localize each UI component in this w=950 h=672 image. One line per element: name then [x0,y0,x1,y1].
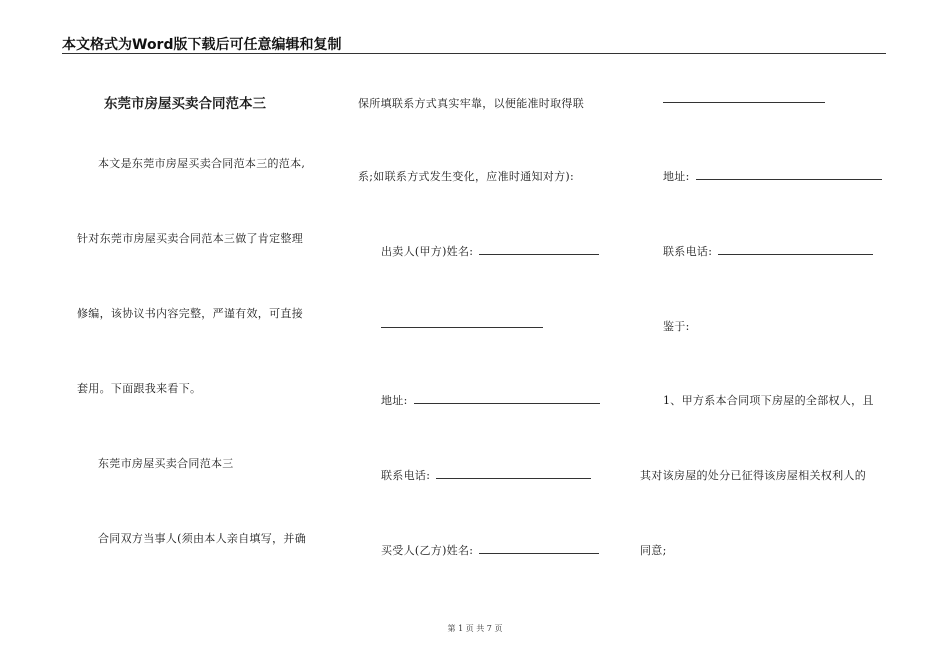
seller-phone-field [381,467,591,483]
seller-name-blank-continued[interactable] [381,327,543,328]
buyer-phone-blank[interactable] [718,244,873,255]
seller-phone-label: 联系电话: [381,469,431,482]
document-title: 东莞市房屋买卖合同范本三 [104,96,266,112]
seller-name-field [381,243,599,259]
whereas-heading: 鉴于: [663,320,690,333]
seller-address-field [381,392,600,408]
document-header: 本文格式为Word版下载后可任意编辑和复制 [62,37,342,53]
buyer-name-label: 买受人(乙方)姓名: [381,544,474,557]
section-heading: 东莞市房屋买卖合同范本三 [98,457,234,470]
buyer-name-blank[interactable] [479,543,599,554]
seller-address-label: 地址: [381,394,408,407]
clause-item-1-end: 同意; [640,544,667,557]
buyer-address-label: 地址: [663,170,690,183]
buyer-address-field [663,168,882,184]
seller-name-blank[interactable] [479,244,599,255]
seller-phone-blank[interactable] [436,468,591,479]
buyer-name-blank-continued[interactable] [663,102,825,103]
page-number: 第 1 页 共 7 页 [447,624,503,633]
paragraph-text: 本文是东莞市房屋买卖合同范本三的范本, [98,157,306,170]
paragraph-text: 针对东莞市房屋买卖合同范本三做了肯定整理 [77,232,303,245]
paragraph-text: 系;如联系方式发生变化，应准时通知对方): [358,170,575,183]
seller-address-blank[interactable] [414,393,600,404]
buyer-name-field [381,542,599,558]
buyer-address-blank[interactable] [696,169,882,180]
header-divider [62,53,886,54]
clause-item-1-continued: 其对该房屋的处分已征得该房屋相关权利人的 [640,469,866,482]
seller-name-label: 出卖人(甲方)姓名: [381,245,474,258]
paragraph-text: 保所填联系方式真实牢靠，以便能准时取得联 [358,97,584,110]
clause-item-1: 1、甲方系本合同项下房屋的全部权人，且 [663,394,874,407]
paragraph-text: 修编，该协议书内容完整，严谨有效，可直接 [77,307,303,320]
buyer-phone-field [663,243,873,259]
buyer-phone-label: 联系电话: [663,245,713,258]
paragraph-text: 合同双方当事人(须由本人亲自填写，并确 [98,532,306,545]
paragraph-text: 套用。下面跟我来看下。 [77,382,202,395]
